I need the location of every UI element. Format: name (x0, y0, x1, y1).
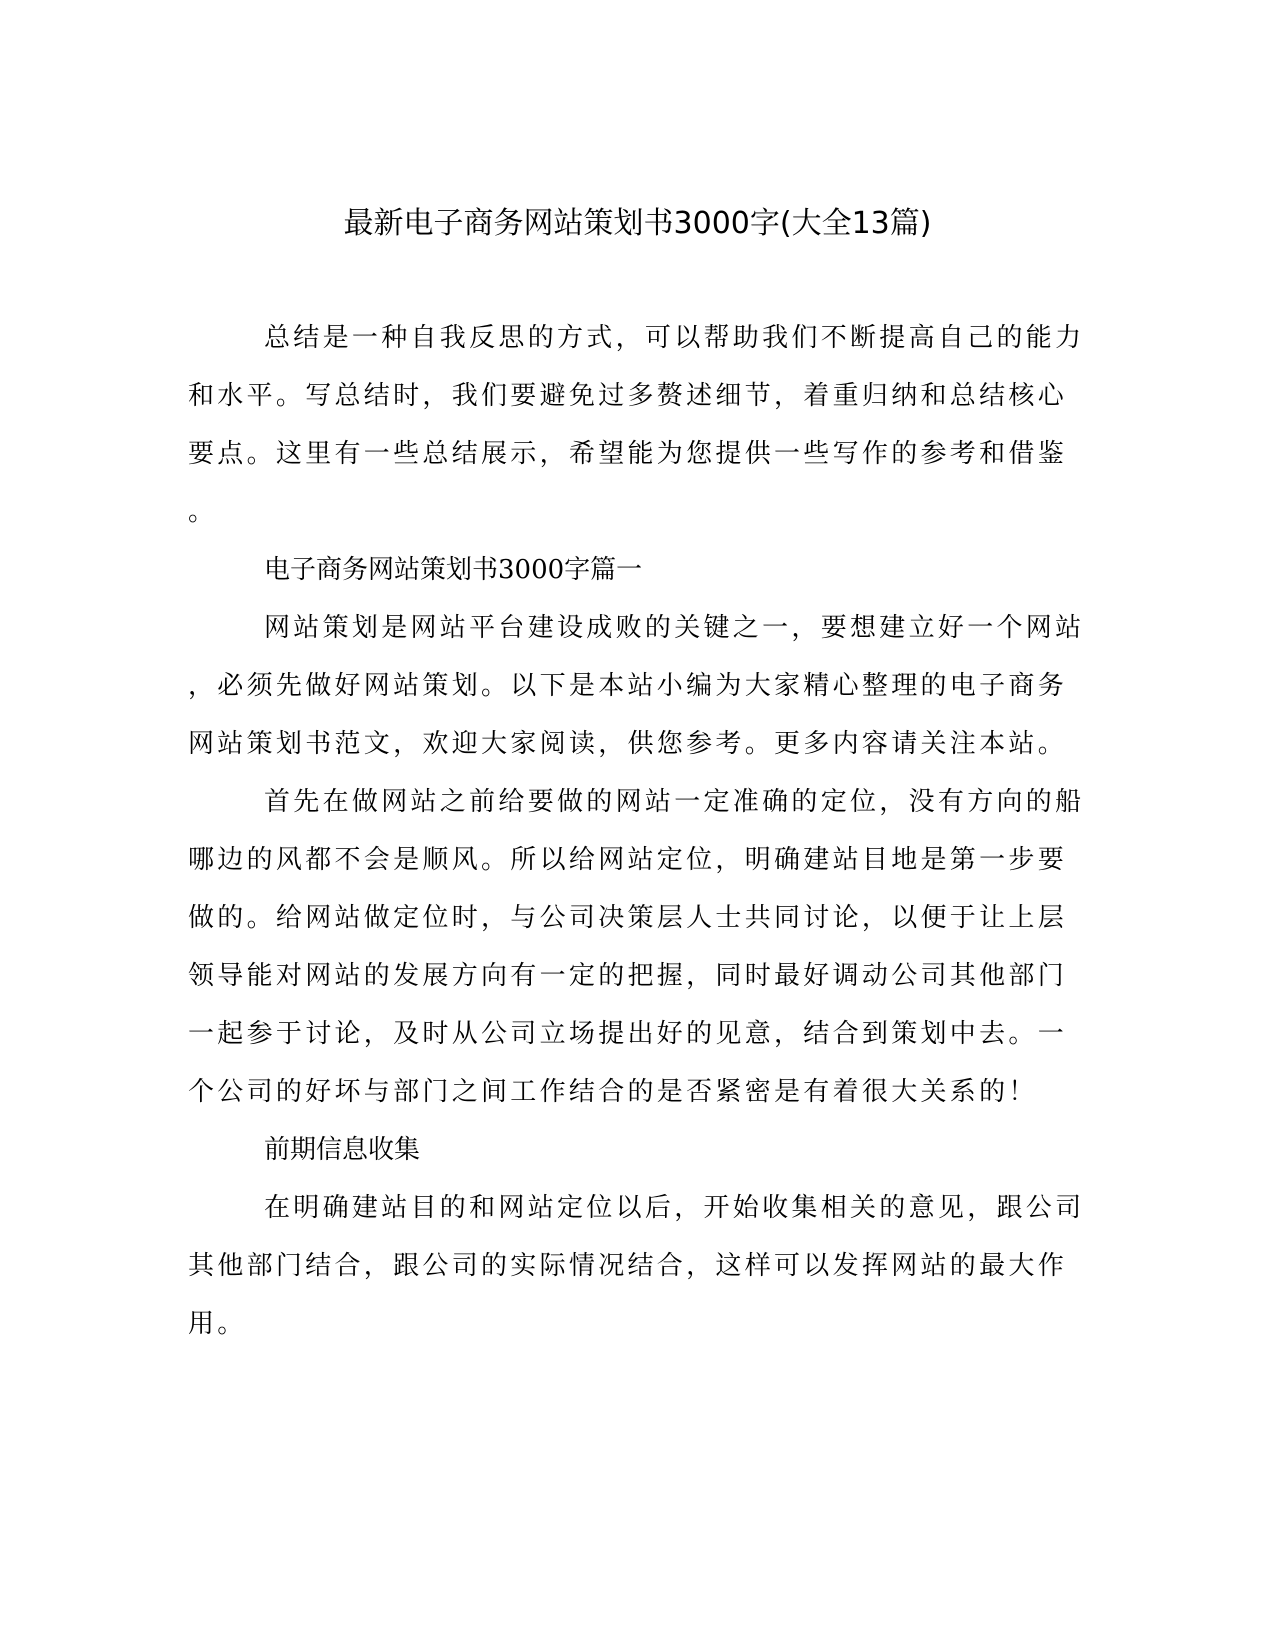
paragraph-line: 网站策划是网站平台建设成败的关键之一，要想建立好一个网站 (264, 613, 1085, 643)
section-heading: 电子商务网站策划书3000字篇一 (264, 555, 643, 585)
paragraph-line: 个公司的好坏与部门之间工作结合的是否紧密是有着很大关系的！ (188, 1077, 1038, 1107)
paragraph-line: 总结是一种自我反思的方式，可以帮助我们不断提高自己的能力 (264, 323, 1085, 353)
paragraph-line: 首先在做网站之前给要做的网站一定准确的定位，没有方向的船 (264, 787, 1085, 817)
paragraph-line: 哪边的风都不会是顺风。所以给网站定位，明确建站目地是第一步要 (188, 845, 1068, 875)
paragraph-line: 。 (188, 497, 218, 527)
section-heading: 前期信息收集 (264, 1135, 421, 1165)
paragraph-line: 在明确建站目的和网站定位以后，开始收集相关的意见，跟公司 (264, 1193, 1085, 1223)
document-title: 最新电子商务网站策划书3000字(大全13篇) (343, 206, 932, 241)
paragraph-line: 做的。给网站做定位时，与公司决策层人士共同讨论，以便于让上层 (188, 903, 1068, 933)
paragraph-line: 网站策划书范文，欢迎大家阅读，供您参考。更多内容请关注本站。 (188, 729, 1068, 759)
paragraph-line: 要点。这里有一些总结展示，希望能为您提供一些写作的参考和借鉴 (188, 439, 1068, 469)
paragraph-line: 其他部门结合，跟公司的实际情况结合，这样可以发挥网站的最大作 (188, 1251, 1068, 1281)
paragraph-line: 用。 (188, 1309, 247, 1339)
paragraph-line: 领导能对网站的发展方向有一定的把握，同时最好调动公司其他部门 (188, 961, 1068, 991)
paragraph-line: 一起参于讨论，及时从公司立场提出好的见意，结合到策划中去。一 (188, 1019, 1068, 1049)
paragraph-line: 和水平。写总结时，我们要避免过多赘述细节，着重归纳和总结核心 (188, 381, 1068, 411)
paragraph-line: ，必须先做好网站策划。以下是本站小编为大家精心整理的电子商务 (188, 671, 1068, 701)
